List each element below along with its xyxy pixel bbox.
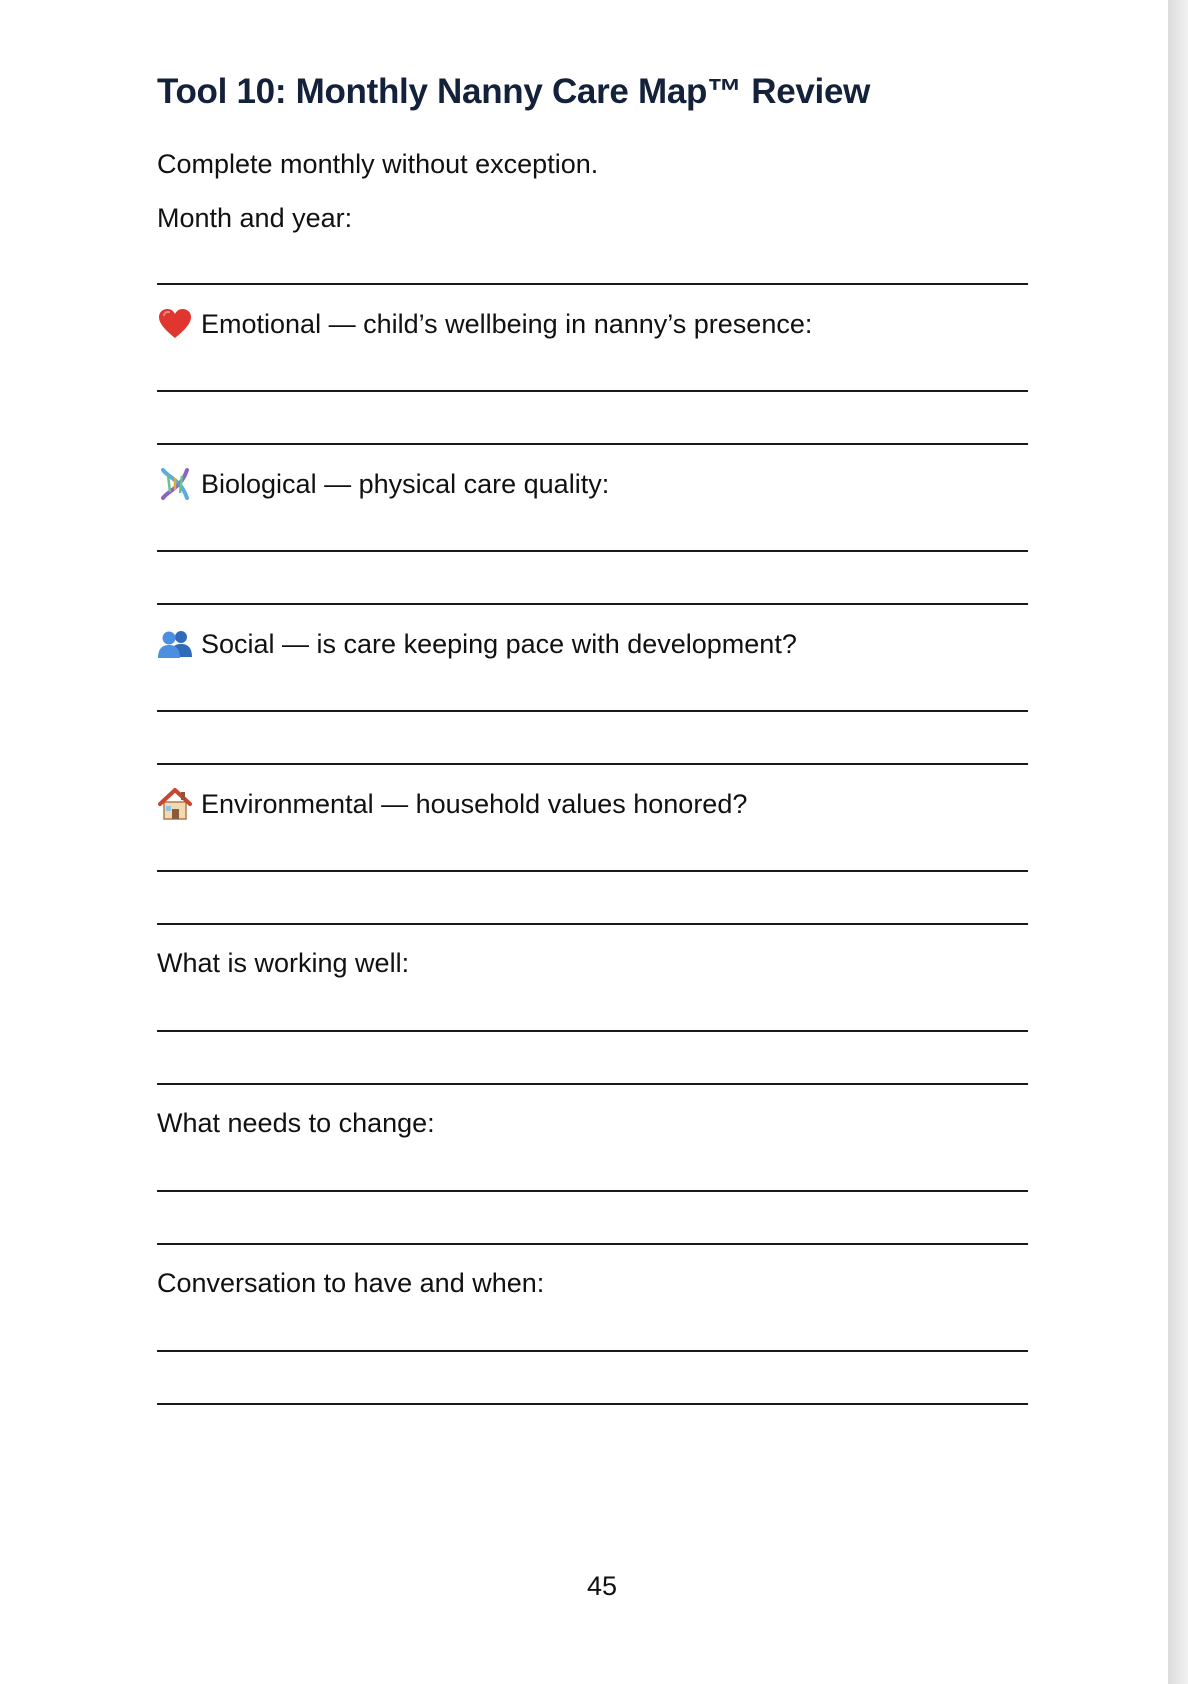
prompt-emotional-label: Emotional — child’s wellbeing in nanny’s presence: — [201, 309, 813, 339]
page-number: 45 — [586, 1571, 618, 1601]
social-answer-line-2[interactable] — [157, 763, 1028, 765]
needs-change-line-2[interactable] — [157, 1243, 1028, 1245]
needs-change-label: What needs to change: — [157, 1108, 435, 1138]
working-well-line-1[interactable] — [157, 1030, 1028, 1032]
environmental-answer-line-2[interactable] — [157, 923, 1028, 925]
prompt-biological — [157, 466, 609, 502]
biological-answer-line-2[interactable] — [157, 603, 1028, 605]
conversation-line-2[interactable] — [157, 1403, 1028, 1405]
prompt-environmental — [157, 786, 747, 822]
page-edge — [1168, 0, 1188, 1684]
prompt-emotional — [157, 306, 812, 342]
house-icon — [157, 786, 193, 822]
needs-change-line-1[interactable] — [157, 1190, 1028, 1192]
page-title: Tool 10: Monthly Nanny Care Map™ Review — [157, 72, 871, 111]
month-year-field[interactable] — [157, 283, 1028, 285]
environmental-answer-line-1[interactable] — [157, 870, 1028, 872]
month-year-label: Month and year: — [157, 203, 353, 233]
conversation-label: Conversation to have and when: — [157, 1268, 545, 1298]
intro-text: Complete monthly without exception. — [157, 149, 599, 179]
emotional-answer-line-1[interactable] — [157, 390, 1028, 392]
prompt-social-label: Social — is care keeping pace with development? — [201, 629, 797, 659]
conversation-line-1[interactable] — [157, 1350, 1028, 1352]
prompt-social — [157, 626, 797, 662]
working-well-label: What is working well: — [157, 948, 410, 978]
prompt-biological-label: Biological — physical care quality: — [201, 469, 610, 499]
heart-icon — [157, 306, 193, 342]
social-answer-line-1[interactable] — [157, 710, 1028, 712]
prompt-environmental-label: Environmental — household values honored? — [201, 789, 748, 819]
emotional-answer-line-2[interactable] — [157, 443, 1028, 445]
people-icon — [157, 626, 193, 662]
working-well-line-2[interactable] — [157, 1083, 1028, 1085]
dna-icon — [157, 466, 193, 502]
biological-answer-line-1[interactable] — [157, 550, 1028, 552]
